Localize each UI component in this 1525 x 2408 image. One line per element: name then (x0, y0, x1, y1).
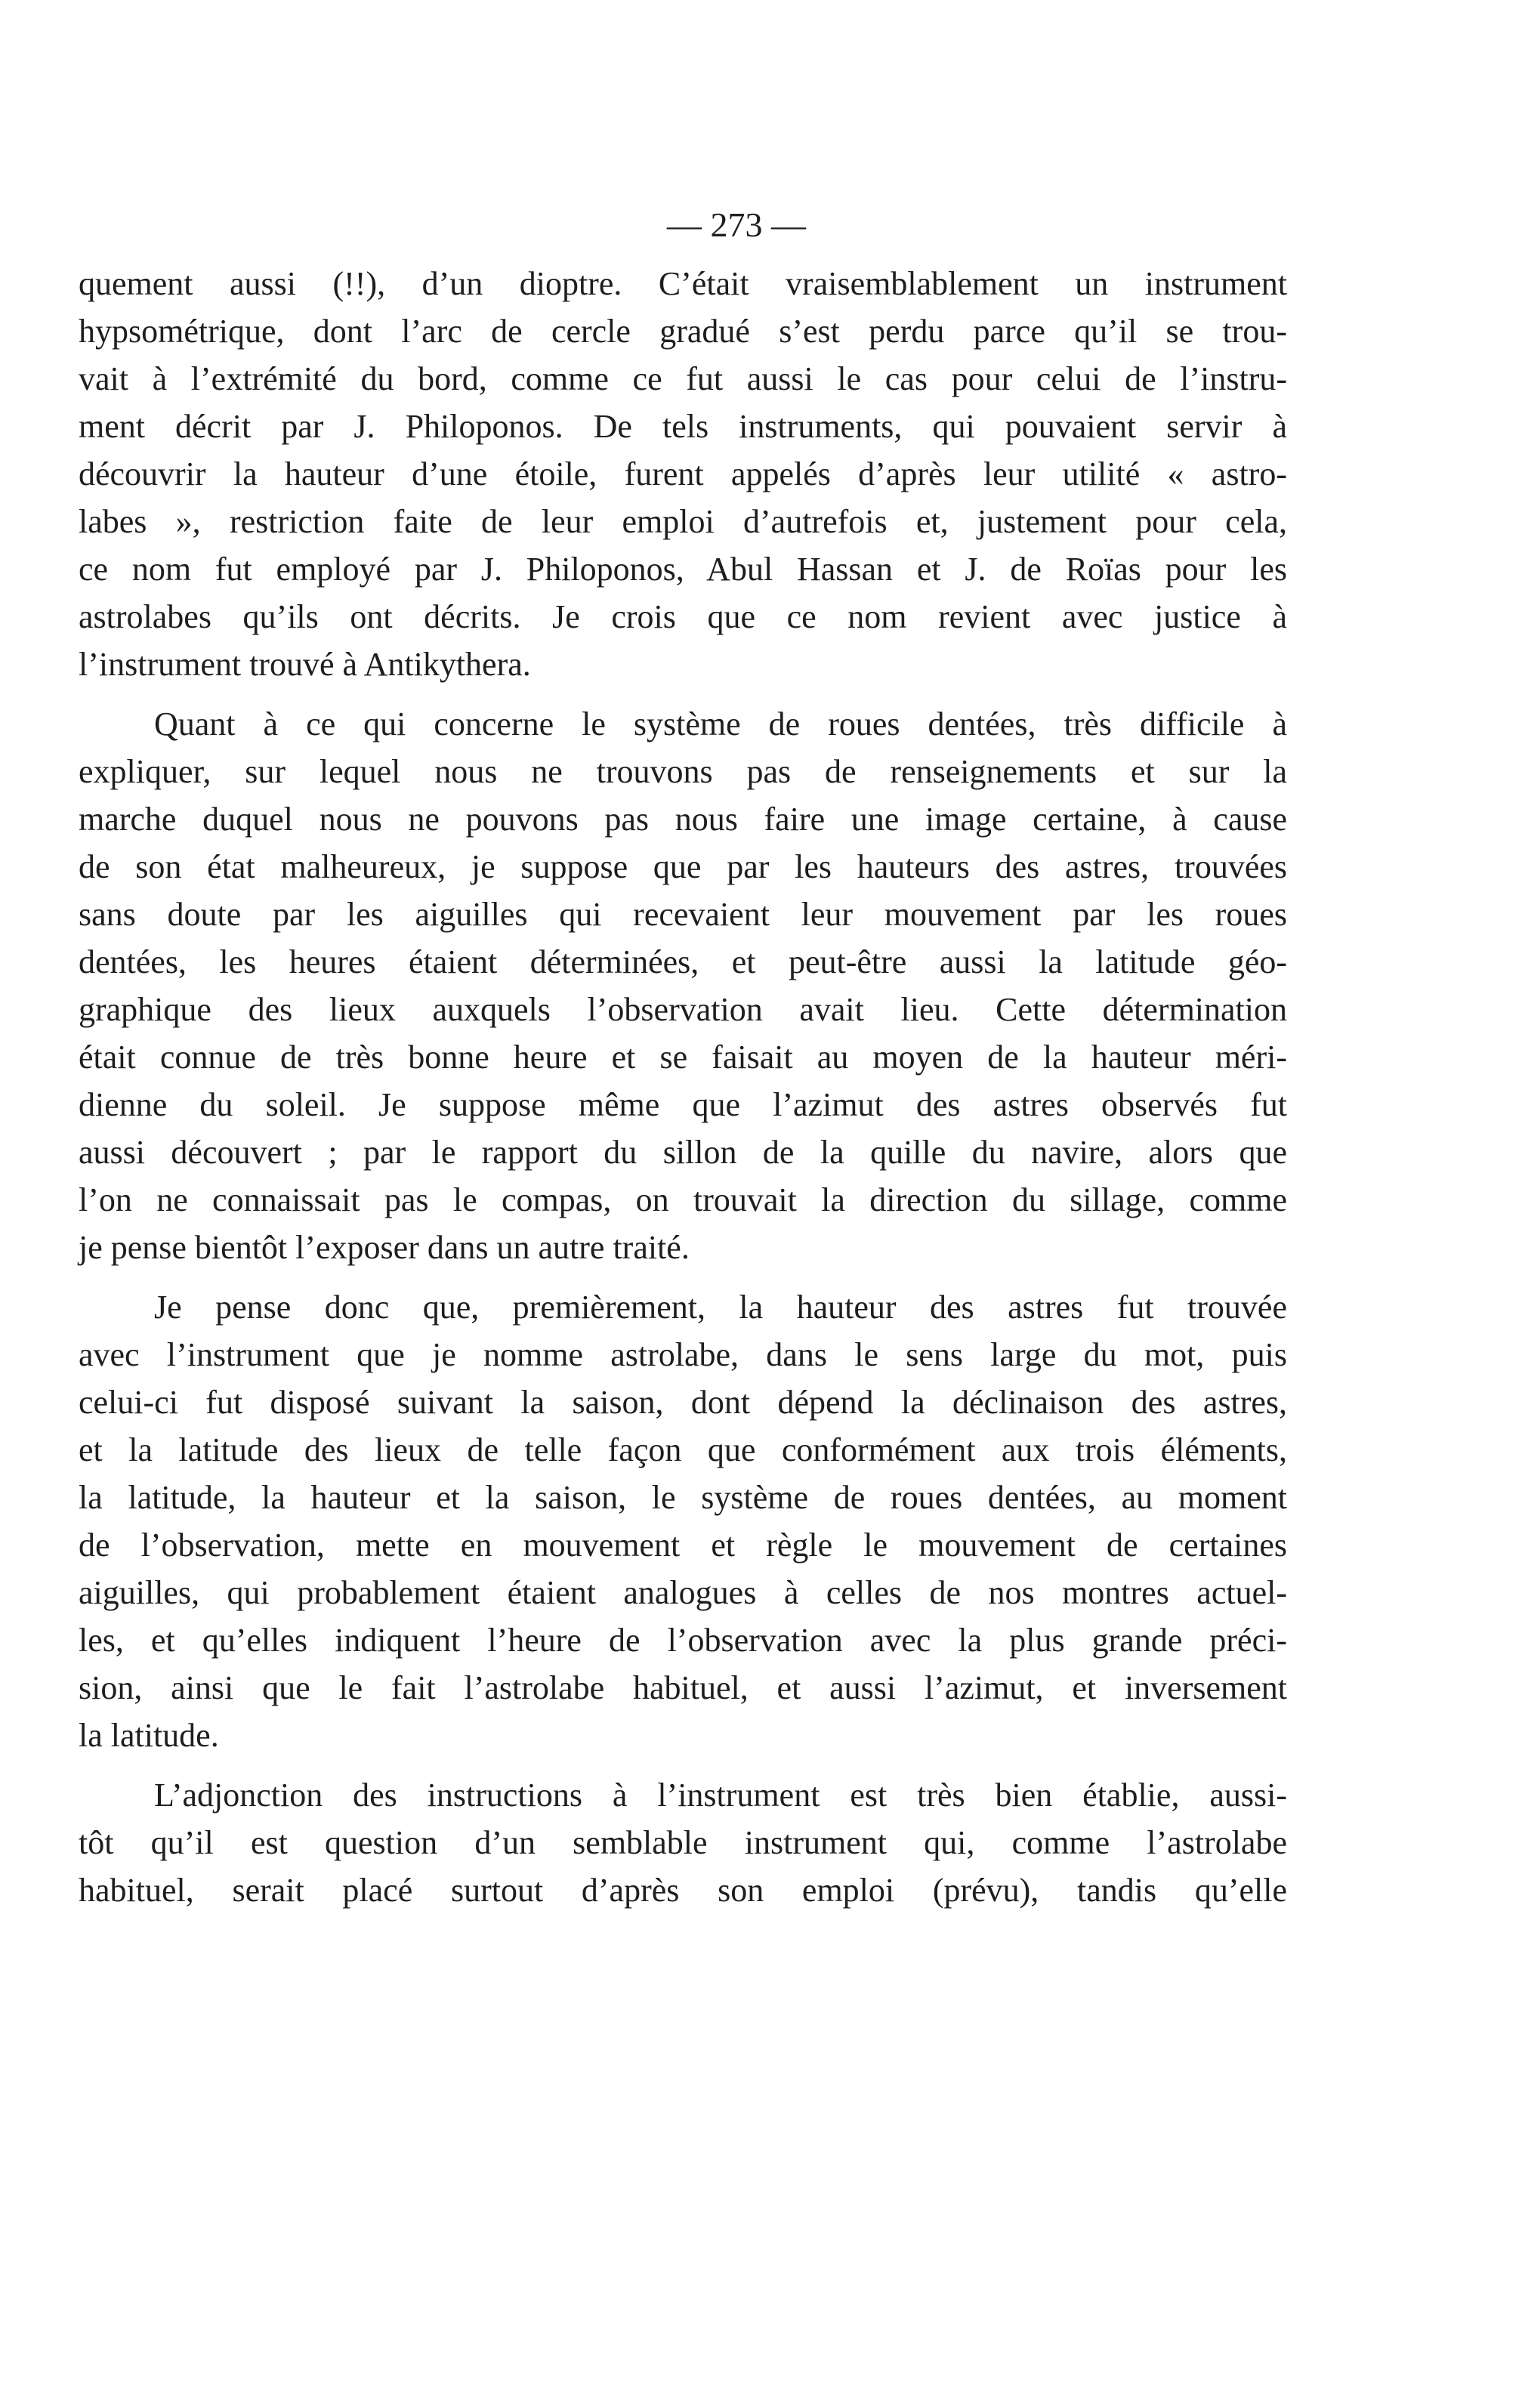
paragraph-3 (79, 1283, 1287, 1759)
text-line: hypsométrique, dont l’arc de cercle gradué s’est perdu parce qu’il se trou- (79, 313, 1287, 350)
text-line: et la latitude des lieux de telle façon que conformément aux trois éléments, (79, 1431, 1287, 1468)
text-line: aussi découvert ; par le rapport du sillon de la quille du navire, alors que (79, 1134, 1287, 1171)
text-line: l’instrument trouvé à Antikythera. (79, 646, 531, 683)
paragraph-2 (79, 700, 1287, 1271)
text-line: la latitude, la hauteur et la saison, le système de roues dentées, au moment (79, 1479, 1287, 1516)
body-text (79, 260, 1287, 1914)
page-number: — 273 — (667, 205, 806, 244)
text-line: de son état malheureux, je suppose que par les hauteurs des astres, trouvées (79, 848, 1287, 885)
text-line: aiguilles, qui probablement étaient analogues à celles de nos montres actuel- (79, 1574, 1287, 1611)
text-line: Je pense donc que, premièrement, la hauteur des astres fut trouvée (154, 1289, 1287, 1326)
paragraph-1 (79, 260, 1287, 688)
paragraph-gap (79, 688, 1287, 700)
text-line: L’adjonction des instructions à l’instrument est très bien établie, aussi- (154, 1777, 1287, 1814)
paragraph-4 (79, 1771, 1287, 1914)
text-line: découvrir la hauteur d’une étoile, furent appelés d’après leur utilité « astro- (79, 455, 1287, 492)
text-line: graphique des lieux auxquels l’observation avait lieu. Cette détermination (79, 991, 1287, 1028)
text-line: de l’observation, mette en mouvement et règle le mouvement de certaines (79, 1527, 1287, 1564)
text-line: quement aussi (!!), d’un dioptre. C’était vraisemblablement un instrument (79, 265, 1287, 302)
text-line: je pense bientôt l’exposer dans un autre traité. (79, 1229, 690, 1266)
text-line: sion, ainsi que le fait l’astrolabe habituel, et aussi l’azimut, et inversement (79, 1669, 1287, 1706)
paragraph-gap (79, 1271, 1287, 1283)
text-line: l’on ne connaissait pas le compas, on trouvait la direction du sillage, comme (79, 1181, 1287, 1218)
text-line: dentées, les heures étaient déterminées, et peut-être aussi la latitude géo- (79, 943, 1287, 980)
text-line: dienne du soleil. Je suppose même que l’azimut des astres observés fut (79, 1086, 1287, 1123)
text-line: sans doute par les aiguilles qui recevaient leur mouvement par les roues (79, 896, 1287, 933)
text-line: labes », restriction faite de leur emploi d’autrefois et, justement pour cela, (79, 503, 1287, 540)
text-line: habituel, serait placé surtout d’après son emploi (prévu), tandis qu’elle (79, 1872, 1287, 1909)
paragraph-gap (79, 1759, 1287, 1771)
text-line: Quant à ce qui concerne le système de roues dentées, très difficile à (154, 705, 1287, 742)
text-line: vait à l’extrémité du bord, comme ce fut aussi le cas pour celui de l’instru- (79, 360, 1287, 397)
text-line: la latitude. (79, 1717, 219, 1754)
text-line: astrolabes qu’ils ont décrits. Je crois que ce nom revient avec justice à (79, 598, 1287, 635)
text-line: les, et qu’elles indiquent l’heure de l’observation avec la plus grande préci- (79, 1622, 1287, 1659)
text-line: ment décrit par J. Philoponos. De tels instruments, qui pouvaient servir à (79, 408, 1287, 445)
text-line: marche duquel nous ne pouvons pas nous faire une image certaine, à cause (79, 801, 1287, 838)
text-line: ce nom fut employé par J. Philoponos, Abul Hassan et J. de Roïas pour les (79, 551, 1287, 588)
text-line: tôt qu’il est question d’un semblable instrument qui, comme l’astrolabe (79, 1824, 1287, 1861)
text-line: celui-ci fut disposé suivant la saison, dont dépend la déclinaison des astres, (79, 1384, 1287, 1421)
text-line: avec l’instrument que je nomme astrolabe, dans le sens large du mot, puis (79, 1336, 1287, 1373)
text-line: était connue de très bonne heure et se faisait au moyen de la hauteur méri- (79, 1039, 1287, 1076)
text-line: expliquer, sur lequel nous ne trouvons pas de renseignements et sur la (79, 753, 1287, 790)
